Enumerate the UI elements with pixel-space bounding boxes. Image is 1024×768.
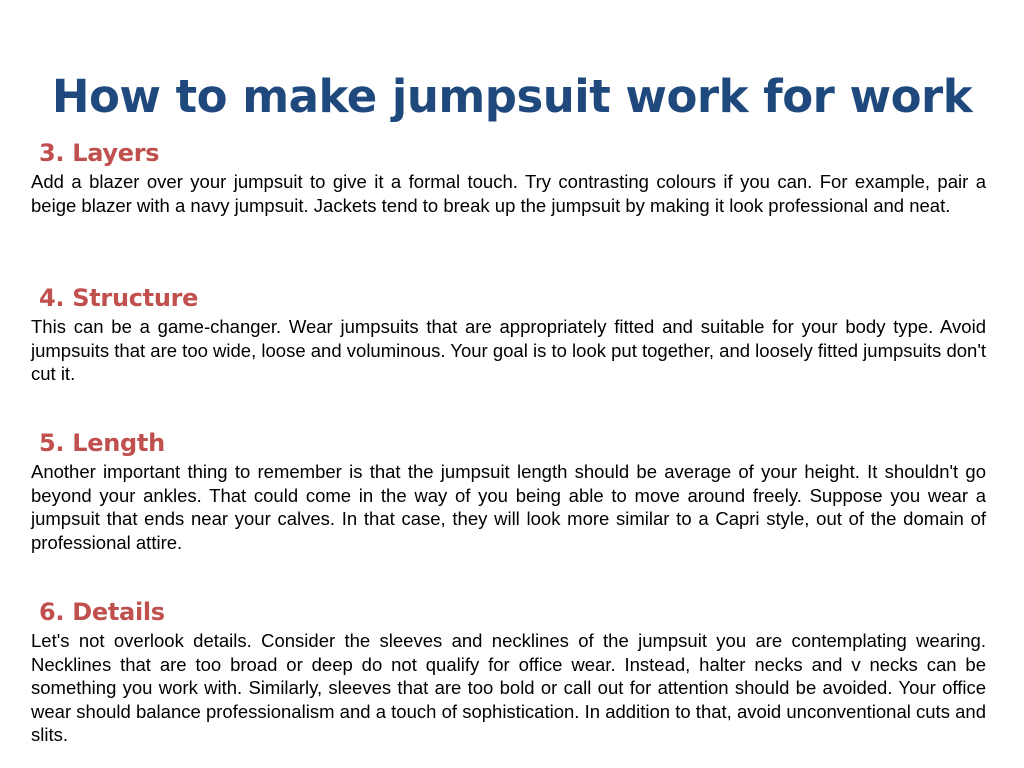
section-body: This can be a game-changer. Wear jumpsuits that are appropriately fitted and suitable for your body type. Avoid jumpsuits that are too wide, loose and voluminous. Your goal is to look put together, and loosely fitted jumpsuits don't cut it. [31, 316, 986, 384]
section-heading: 5. Length [39, 429, 165, 457]
section-body: Let's not overlook details. Consider the sleeves and necklines of the jumpsuit you are contemplating wearing. Necklines that are too broad or deep do not qualify for office wear. Instead, halter necks and v necks can be something you work with. Similarly, sleeves that are too bold or call out for attention should be avoided. Your office wear should balance professionalism and a touch of sophistication. In addition to that, avoid unconventional cuts and slits. [31, 630, 986, 745]
section-heading: 6. Details [39, 598, 165, 626]
slide-title: How to make jumpsuit work for work [51, 70, 973, 123]
section-details [31, 597, 986, 747]
section-structure [31, 283, 986, 386]
section-body: Another important thing to remember is that the jumpsuit length should be average of your height. It shouldn't go beyond your ankles. That could come in the way of you being able to move around freely. Suppose you wear a jumpsuit that ends near your calves. In that case, they will look more similar to a Capri style, out of the domain of professional attire. [31, 461, 986, 553]
section-length [31, 428, 986, 554]
section-heading: 3. Layers [39, 139, 160, 167]
section-heading: 4. Structure [39, 284, 199, 312]
section-body: Add a blazer over your jumpsuit to give it a formal touch. Try contrasting colours if you can. For example, pair a beige blazer with a navy jumpsuit. Jackets tend to break up the jumpsuit by making it look professional and neat. [31, 171, 986, 216]
section-layers [31, 138, 986, 217]
